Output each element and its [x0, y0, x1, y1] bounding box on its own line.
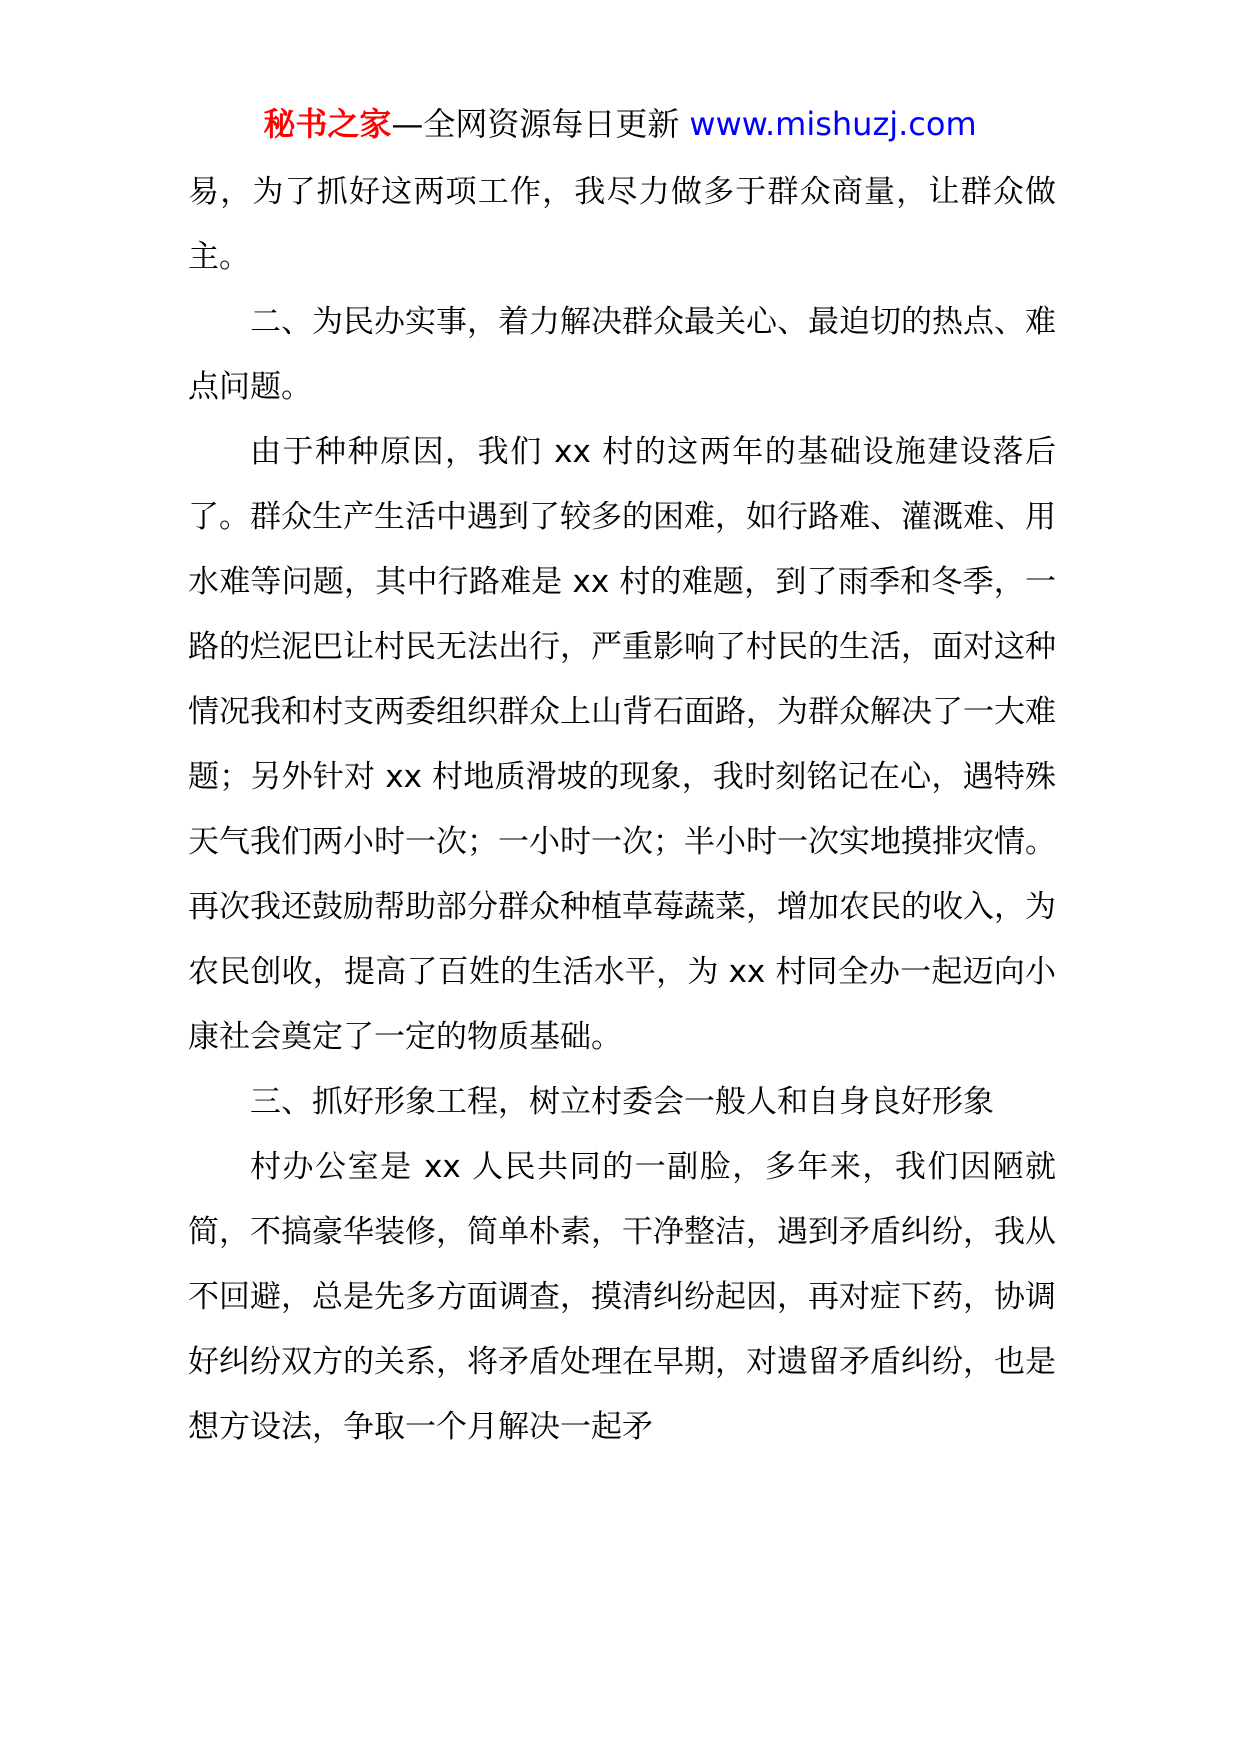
site-header	[0, 100, 1240, 148]
paragraph-office: 村办公室是 xx 人民共同的一副脸，多年来，我们因陋就简，不搞豪华装修，简单朴素，干净整洁，遇到矛盾纠纷，我从不回避，总是先多方面调查，摸清纠纷起因，再对症下药，协调好纠纷双方的关系，将矛盾处理在早期，对遗留矛盾纠纷，也是想方设法，争取一个月解决一起矛	[188, 1149, 1056, 1445]
document-body	[188, 160, 1056, 1460]
section-heading-2: 二、为民办实事，着力解决群众最关心、最迫切的热点、难点问题。	[188, 304, 1056, 405]
paragraph-infrastructure: 由于种种原因，我们 xx 村的这两年的基础设施建设落后了。群众生产生活中遇到了较多的困难，如行路难、灌溉难、用水难等问题，其中行路难是 xx 村的难题，到了雨季和冬季，一路的烂泥巴让村民无法出行，严重影响了村民的生活，面对这种情况我和村支两委组织群众上山背石面路，为群众解决了一大难题；另外针对 xx 村地质滑坡的现象，我时刻铭记在心，遇特殊天气我们两小时一次；一小时一次；半小时一次实地摸排灾情。再次我还鼓励帮助部分群众种植草莓蔬菜，增加农民的收入，为农民创收，提高了百姓的生活水平，为 xx 村同全办一起迈向小康社会奠定了一定的物质基础。	[188, 434, 1056, 1055]
site-brand: 秘书之家	[263, 105, 392, 143]
section-heading-3: 三、抓好形象工程，树立村委会一般人和自身良好形象	[250, 1084, 994, 1120]
site-url-link[interactable]: www.mishuzj.com	[689, 105, 977, 143]
site-tagline: —全网资源每日更新	[391, 105, 680, 143]
paragraph-continuation: 易，为了抓好这两项工作，我尽力做多于群众商量，让群众做主。	[188, 174, 1056, 275]
